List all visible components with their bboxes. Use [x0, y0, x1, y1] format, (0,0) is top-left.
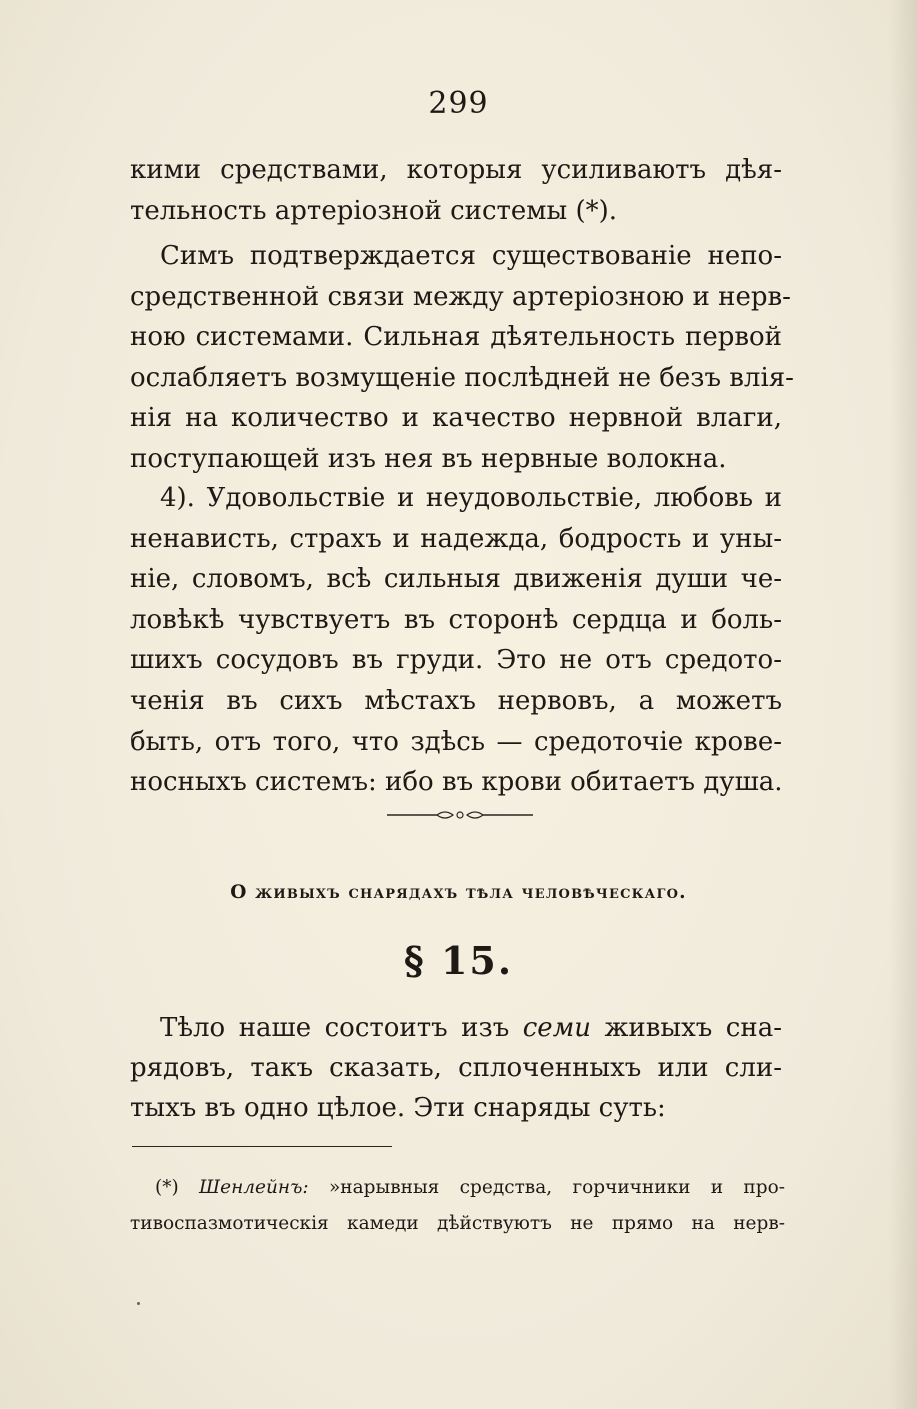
footnote-rule — [132, 1146, 392, 1147]
text-line: ною системами. Сильная дѣятельность первой — [130, 322, 782, 353]
text-line: быть, отъ того, что здѣсь — средоточіе крове- — [130, 726, 782, 757]
text-line: ченія въ сихъ мѣстахъ нервовъ, а можетъ — [130, 685, 782, 716]
paragraph-organs — [130, 1008, 782, 1128]
text-line: ловѣкѣ чувствуетъ въ сторонѣ сердца и боль- — [130, 604, 782, 635]
text-fragment: Тѣло наше состоитъ изъ — [160, 1013, 523, 1043]
paragraph-emotions — [130, 478, 782, 803]
text-line: носныхъ системъ: ибо въ крови обитаетъ душа. — [130, 767, 783, 798]
paragraph-nervous-system — [130, 236, 794, 480]
text-line: средственной связи между артеріозною и нерв- — [130, 281, 791, 312]
text-fragment: живыхъ сна- — [591, 1013, 782, 1043]
text-line: Симъ подтверждается существованіе непо- — [160, 241, 782, 271]
paragraph-continuation — [130, 150, 782, 231]
ornament-divider — [385, 808, 535, 822]
text-line: нія на количество и качество нервной влаги, — [130, 403, 782, 434]
footnote-line: тивоспазмотическія камеди дѣйствуютъ не прямо на нерв- — [130, 1213, 785, 1234]
text-line: рядовъ, такъ сказать, сплоченныхъ или сли- — [130, 1053, 782, 1083]
paper-speck — [137, 1302, 140, 1305]
text-line: тыхъ въ одно цѣлое. Эти снаряды суть: — [130, 1093, 666, 1123]
footnote-line — [155, 1170, 785, 1206]
emphasized-word: семи — [522, 1013, 591, 1043]
text-line: тельность артеріозной системы (*). — [130, 195, 618, 226]
text-line: шихъ сосудовъ въ груди. Это не отъ средото- — [130, 645, 782, 676]
text-line: ненависть, страхъ и надежда, бодрость и уны- — [130, 523, 782, 554]
section-number: § 15. — [403, 938, 514, 983]
footnote-author: Шенлейнъ: — [199, 1177, 309, 1198]
footnote-marker: (*) — [155, 1177, 179, 1198]
page-number: 299 — [428, 86, 489, 121]
section-title: О живыхъ снарядахъ тѣла человѣческаго. — [230, 882, 687, 903]
text-line: поступающей изъ нея въ нервные волокна. — [130, 443, 727, 474]
text-line: 4). Удовольствіе и неудовольствіе, любовь и — [160, 483, 782, 513]
text-line: кими средствами, которыя усиливаютъ дѣя- — [130, 155, 782, 185]
text-line — [130, 1008, 782, 1048]
text-line: ніе, словомъ, всѣ сильныя движенія души че- — [130, 564, 782, 595]
text-fragment: »нарывныя средства, горчичники и про- — [308, 1177, 785, 1198]
footnote — [130, 1170, 785, 1242]
text-line: ослабляетъ возмущеніе послѣдней не безъ влія- — [130, 362, 794, 393]
spine-shadow — [889, 0, 917, 1409]
